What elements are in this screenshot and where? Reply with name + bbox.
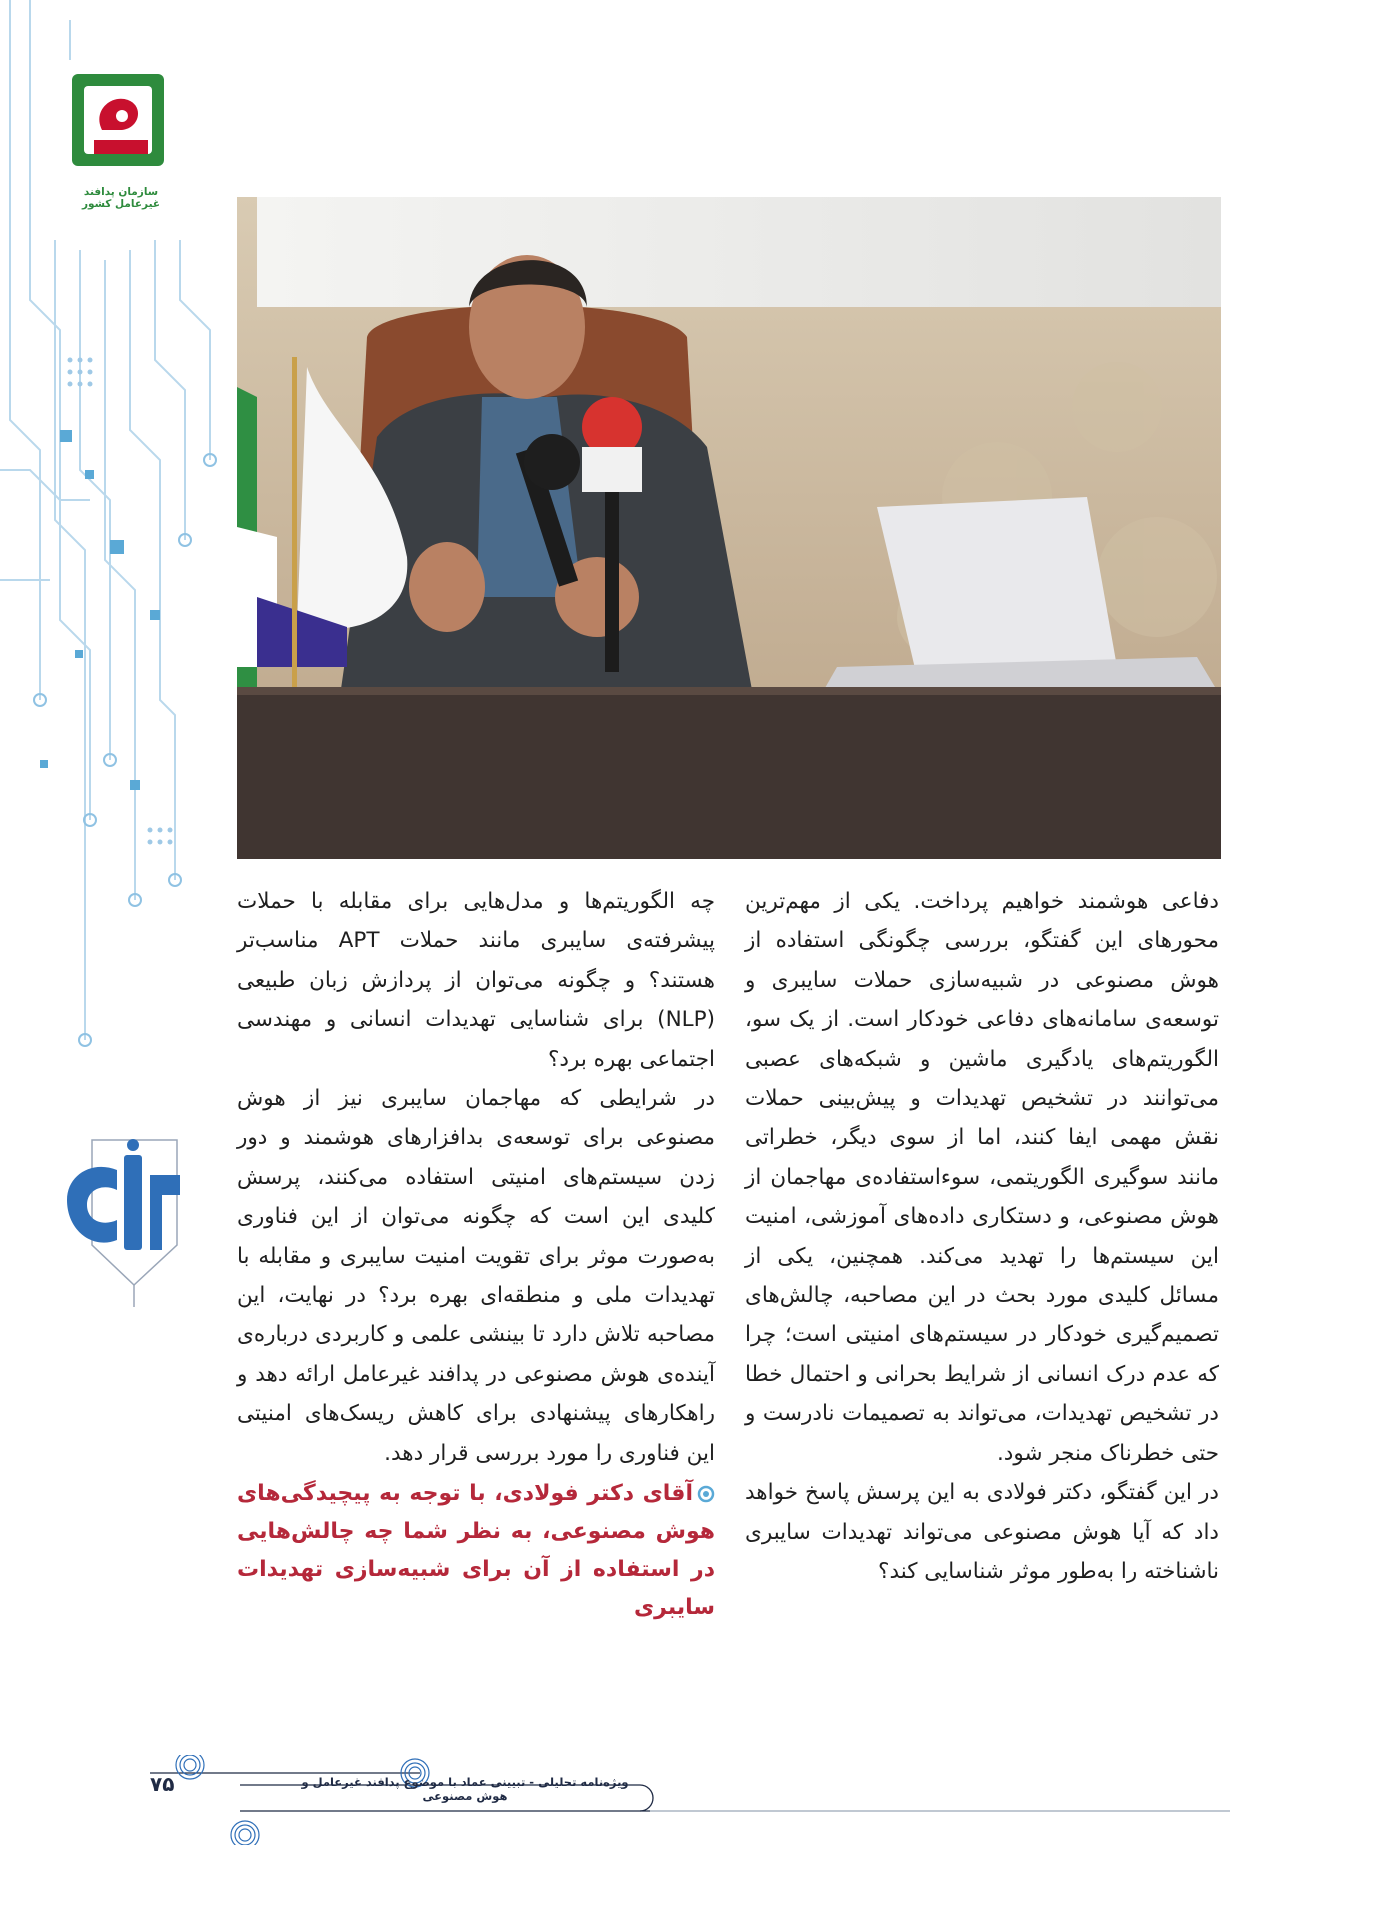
question-marker-icon	[697, 1485, 715, 1503]
interview-question-text: آقای دکتر فولادی، با توجه به پیچیدگی‌های هوش مصنوعی، به نظر شما چه چالش‌هایی در استفاده از آن برای شبیه‌سازی تهدیدات سایبری	[237, 1481, 715, 1621]
emad-emblem-icon	[62, 1135, 187, 1310]
footer-decoration	[0, 1755, 1378, 1845]
article-column-right	[745, 882, 1219, 1591]
org-logo	[62, 70, 180, 210]
article-column-left	[237, 882, 715, 1627]
interview-photo	[237, 197, 1221, 859]
org-logo-caption: سازمان پدافند غیرعامل کشور	[81, 186, 161, 210]
paragraph: دفاعی هوشمند خواهیم پرداخت. یکی از مهم‌ترین محورهای این گفتگو، بررسی چگونگی استفاده از هوش مصنوعی در شبیه‌سازی حملات سایبری و توسعه‌ی سامانه‌های دفاعی خودکار است. از یک سو، الگوریتم‌های یادگیری ماشین و شبکه‌های عصبی می‌توانند در تشخیص تهدیدات و پیش‌بینی حملات نقش مهمی ایفا کنند، اما از سوی دیگر، خطراتی مانند سوگیری الگوریتمی، سوءاستفاده‌ی مهاجمان از هوش مصنوعی، و دستکاری داده‌های آموزشی، امنیت این سیستم‌ها را تهدید می‌کند. همچنین، یکی از مسائل کلیدی مورد بحث در این مصاحبه، چالش‌های تصمیم‌گیری خودکار در سیستم‌های امنیتی است؛ چرا که عدم درک انسانی از شرایط بحرانی و احتمال خطا در تشخیص تهدیدات، می‌تواند به تصمیمات نادرست و حتی خطرناک منجر شود.	[745, 889, 1219, 1466]
paragraph: چه الگوریتم‌ها و مدل‌هایی برای مقابله با حملات پیشرفته‌ی سایبری مانند حملات APT مناسب‌تر هستند؟ و چگونه می‌توان از پردازش زبان طبیعی (NLP) برای شناسایی تهدیدات انسانی و مهندسی اجتماعی بهره برد؟	[237, 889, 715, 1072]
page-number: ۷۵	[150, 1772, 175, 1796]
paragraph: در شرایطی که مهاجمان سایبری نیز از هوش مصنوعی برای توسعه‌ی بدافزارهای هوشمند و دور زدن سیستم‌های امنیتی استفاده می‌کنند، پرسش کلیدی این است که چگونه می‌توان از این فناوری به‌صورت موثر برای تقویت امنیت سایبری و مقابله با تهدیدات ملی و منطقه‌ای بهره برد؟ در نهایت، این مصاحبه تلاش دارد تا بینشی علمی و کاربردی درباره‌ی آینده‌ی هوش مصنوعی در پدافند غیرعامل ارائه دهد و راهکارهای پیشنهادی برای کاهش ریسک‌های امنیتی این فناوری را مورد بررسی قرار دهد.	[237, 1086, 715, 1466]
interview-question	[237, 1475, 715, 1627]
footer-publication-label: ویژه‌نامه تحلیلی - تبیینی عماد با موضوع پدافند غیرعامل و هوش مصنوعی	[301, 1775, 629, 1803]
paragraph: در این گفتگو، دکتر فولادی به این پرسش پاسخ خواهد داد که آیا هوش مصنوعی می‌تواند تهدیدات سایبری ناشناخته را به‌طور موثر شناسایی کند؟	[745, 1480, 1219, 1584]
org-emblem-icon	[62, 70, 180, 180]
